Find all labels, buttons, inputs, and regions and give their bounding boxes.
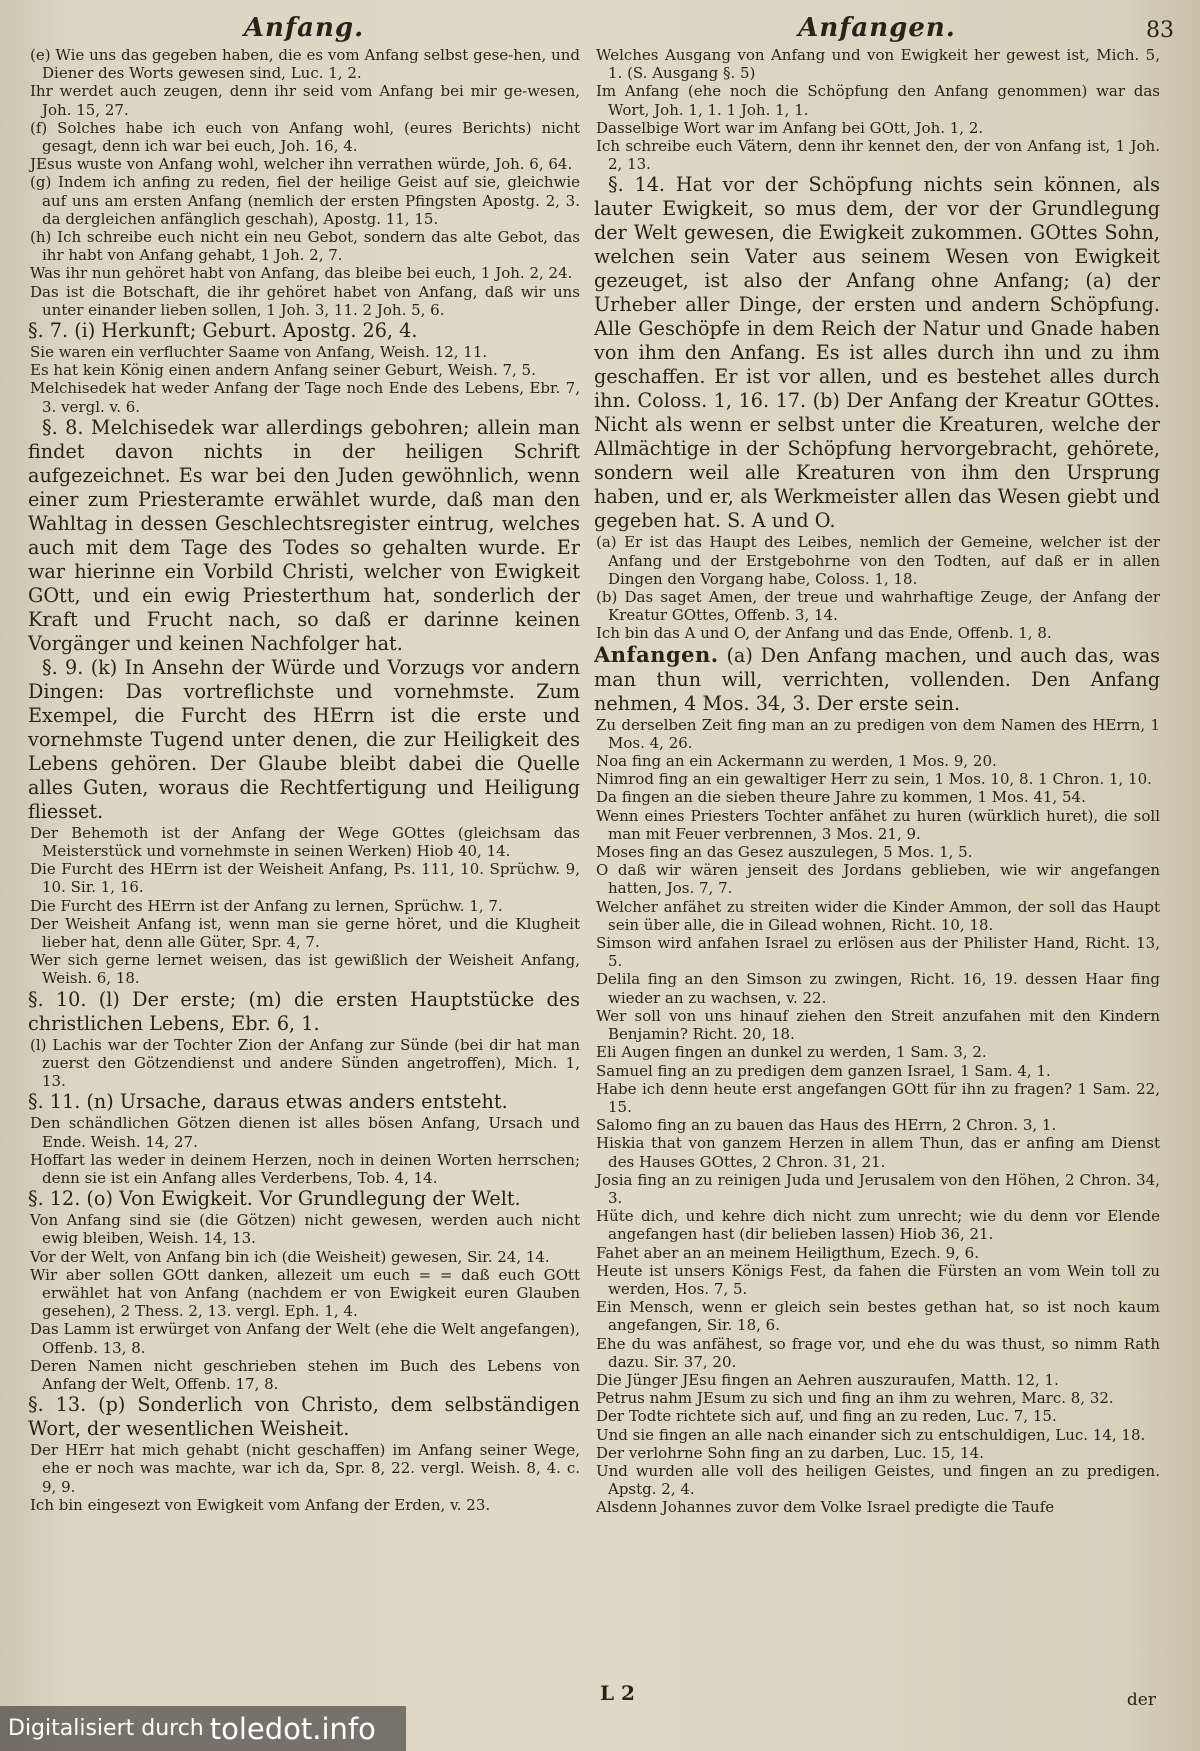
entry-text: Wer soll von uns hinauf ziehen den Streit anzufahen mit den Kindern Benjamin? Richt. 20, 18.: [596, 1006, 1160, 1044]
citation-entry: [28, 264, 580, 282]
entry-text: Wir aber sollen GOtt danken, allezeit um euch = = daß euch GOtt erwählet hat von Anfang (nachdem er von Ewigkeit euren Glauben gesehen), 2 Thess. 2, 13. vergl. Eph. 1, 4.: [30, 1265, 580, 1321]
entry-text: Der HErr hat mich gehabt (nicht geschaffen) im Anfang seiner Wege, ehe er noch was machte, war ich da, Spr. 8, 22. vergl. Weish. 8, 4. c. 9, 9.: [30, 1441, 580, 1496]
citation-entry: [28, 860, 580, 896]
entry-text: Der Weisheit Anfang ist, wenn man sie gerne höret, und die Klugheit lieber hat, denn alle Güter, Spr. 4, 7.: [30, 914, 580, 952]
section-heading: [28, 1090, 580, 1114]
citation-entry: [594, 82, 1160, 118]
citation-entry: [28, 1441, 580, 1496]
entry-text: (e) Wie uns das gegeben haben, die es vom Anfang selbst gese-hen, und Diener des Worts gewesen sind, Luc. 1, 2.: [30, 46, 580, 83]
entry-text: Simson wird anfahen Israel zu erlösen aus der Philister Hand, Richt. 13, 5.: [596, 934, 1160, 971]
citation-entry: [28, 951, 580, 987]
entry-text: §. 12. (o) Von Ewigkeit. Vor Grundlegung der Welt.: [28, 1187, 521, 1211]
entry-text: Die Jünger JEsu fingen an Aehren auszuraufen, Matth. 12, 1.: [596, 1370, 1059, 1389]
citation-entry: [594, 752, 1160, 770]
banner-label: Digitalisiert durch: [8, 1716, 204, 1741]
entry-text: Ein Mensch, wenn er gleich sein bestes gethan hat, so ist noch kaum angefangen, Sir. 18, 6.: [596, 1298, 1160, 1335]
citation-entry: [594, 770, 1160, 788]
catchword: der: [1126, 1690, 1156, 1710]
body-paragraph: [28, 656, 580, 824]
citation-entry: [28, 379, 580, 415]
citation-entry: [28, 119, 580, 155]
citation-entry: [594, 588, 1160, 624]
entry-text: Das ist die Botschaft, die ihr gehöret habet von Anfang, daß wir uns unter einander lieben sollen, 1 Joh. 3, 11. 2 Joh. 5, 6.: [30, 282, 580, 319]
entry-text: Und sie fingen an alle nach einander sich zu entschuldigen, Luc. 14, 18.: [596, 1425, 1146, 1444]
entry-text: Im Anfang (ehe noch die Schöpfung den Anfang genommen) war das Wort, Joh. 1, 1. 1 Joh. 1, 1.: [596, 82, 1160, 119]
entry-text: Ich bin das A und O, der Anfang und das Ende, Offenb. 1, 8.: [596, 624, 1052, 643]
citation-entry: [594, 1335, 1160, 1371]
entry-text: §. 13. (p) Sonderlich von Christo, dem selbständigen Wort, der wesentlichen Weisheit.: [28, 1393, 580, 1441]
entry-text: Moses fing an das Gesez auszulegen, 5 Mos. 1, 5.: [596, 843, 973, 862]
citation-entry: [594, 119, 1160, 137]
citation-entry: [28, 228, 580, 264]
entry-text: Melchisedek hat weder Anfang der Tage noch Ende des Lebens, Ebr. 7, 3. vergl. v. 6.: [30, 379, 580, 416]
right-column: [594, 10, 1160, 1710]
section-heading: [28, 319, 580, 343]
citation-entry: [594, 1262, 1160, 1298]
entry-text: §. 11. (n) Ursache, daraus etwas anders entsteht.: [28, 1090, 508, 1114]
body-paragraph: [28, 416, 580, 656]
entry-text: Das Lamm ist erwürget von Anfang der Welt (ehe die Welt angefangen), Offenb. 13, 8.: [30, 1320, 580, 1357]
entry-text: Hoffart las weder in deinem Herzen, noch in deinen Worten herrschen; denn sie ist ein Anfang alles Verderbens, Tob. 4, 14.: [30, 1150, 580, 1187]
citation-entry: [594, 861, 1160, 897]
entry-text: Fahet aber an an meinem Heiligthum, Ezech. 9, 6.: [596, 1243, 979, 1262]
citation-entry: [594, 807, 1160, 843]
entry-text: (b) Das saget Amen, der treue und wahrhaftige Zeuge, der Anfang der Kreatur GOttes, Offenb. 3, 14.: [596, 588, 1160, 625]
entry-text: Der Behemoth ist der Anfang der Wege GOttes (gleichsam das Meisterstück und vornehmste in seinen Werken) Hiob 40, 14.: [30, 823, 580, 861]
entry-text: Delila fing an den Simson zu zwingen, Richt. 16, 19. dessen Haar fing wieder an zu wachsen, v. 22.: [596, 970, 1160, 1007]
entry-text: Sie waren ein verfluchter Saame von Anfang, Weish. 12, 11.: [30, 343, 488, 362]
citation-entry: [594, 1134, 1160, 1170]
citation-entry: [28, 1114, 580, 1150]
entry-text: Petrus nahm JEsum zu sich und fing an ihm zu wehren, Marc. 8, 32.: [596, 1389, 1114, 1408]
citation-entry: [594, 970, 1160, 1006]
entry-text: (a) Er ist das Haupt des Leibes, nemlich der Gemeine, welcher ist der Anfang und der Erstgebohrne von den Todten, auf daß er in allen Dingen den Vorgang habe, Coloss. 1, 18.: [596, 533, 1160, 588]
citation-entry: [594, 46, 1160, 82]
entry-text: Dasselbige Wort war im Anfang bei GOtt, Joh. 1, 2.: [596, 118, 984, 137]
entry-text: Wenn eines Priesters Tochter anfähet zu huren (würklich huret), die soll man mit Feuer verbrennen, 3 Mos. 21, 9.: [596, 806, 1160, 843]
citation-entry: [594, 716, 1160, 752]
body-paragraph: [594, 173, 1160, 533]
entry-text: (f) Solches habe ich euch von Anfang wohl, (eures Berichts) nicht gesagt, denn ich war bei euch, Joh. 16, 4.: [30, 118, 580, 156]
entry-text: Von Anfang sind sie (die Götzen) nicht gewesen, werden auch nicht ewig bleiben, Weish. 14, 13.: [30, 1211, 580, 1248]
citation-entry: [594, 137, 1160, 173]
citation-entry: [28, 343, 580, 361]
entry-text: Hüte dich, und kehre dich nicht zum unrecht; wie du denn vor Elende angefangen hast (dir belieben lassen) Hiob 36, 21.: [596, 1207, 1160, 1244]
citation-entry: [594, 934, 1160, 970]
entry-text: Samuel fing an zu predigen dem ganzen Israel, 1 Sam. 4, 1.: [596, 1061, 1051, 1080]
entry-text: JEsus wuste von Anfang wohl, welcher ihn verrathen würde, Joh. 6, 64.: [30, 155, 573, 174]
entry-text: Hiskia that von ganzem Herzen in allem Thun, das er anfing am Dienst des Hauses GOttes, 2 Chron. 31, 21.: [596, 1134, 1160, 1171]
entry-text: (l) Lachis war der Tochter Zion der Anfang zur Sünde (bei dir hat man zuerst den Götzendienst und andere Sünden angetroffen), Mich. 1, 13.: [30, 1035, 580, 1091]
citation-entry: [594, 1462, 1160, 1498]
citation-entry: [594, 1171, 1160, 1207]
citation-entry: [28, 1320, 580, 1356]
entry-text: Heute ist unsers Königs Fest, da fahen die Fürsten an vom Wein toll zu werden, Hos. 7, 5.: [596, 1261, 1160, 1298]
citation-entry: [594, 624, 1160, 642]
citation-entry: [594, 1498, 1160, 1516]
citation-entry: [594, 1116, 1160, 1134]
section-heading: [594, 643, 1160, 716]
citation-entry: [594, 1080, 1160, 1116]
left-running-head: Anfang.: [243, 13, 365, 43]
entry-text: Welcher anfähet zu streiten wider die Kinder Ammon, der soll das Haupt sein über alle, die in Gilead wohnen, Richt. 10, 18.: [596, 897, 1160, 934]
entry-text: Was ihr nun gehöret habt von Anfang, das bleibe bei euch, 1 Joh. 2, 24.: [30, 264, 573, 283]
section-heading: [28, 988, 580, 1036]
entry-text: Es hat kein König einen andern Anfang seiner Geburt, Weish. 7, 5.: [30, 361, 536, 380]
citation-entry: [594, 1426, 1160, 1444]
citation-entry: [594, 898, 1160, 934]
signature-mark: L 2: [600, 1681, 635, 1705]
entry-text: Josia fing an zu reinigen Juda und Jerusalem von den Höhen, 2 Chron. 34, 3.: [596, 1170, 1160, 1207]
citation-entry: [594, 1371, 1160, 1389]
entry-text: Deren Namen nicht geschrieben stehen im Buch des Lebens von Anfang der Welt, Offenb. 17, 8.: [30, 1356, 580, 1393]
entry-text: Wer sich gerne lernet weisen, das ist gewißlich der Weisheit Anfang, Weish. 6, 18.: [30, 951, 580, 988]
citation-entry: [28, 1211, 580, 1247]
banner-site-link[interactable]: toledot.info: [209, 1711, 376, 1746]
entry-text: Ich bin eingesezt von Ewigkeit vom Anfang der Erden, v. 23.: [30, 1495, 491, 1514]
entry-text: O daß wir wären jenseit des Jordans geblieben, wie wir angefangen hatten, Jos. 7, 7.: [596, 861, 1160, 898]
entry-text: Und wurden alle voll des heiligen Geistes, und fingen an zu predigen. Apstg. 2, 4.: [596, 1461, 1160, 1499]
entry-text: Ehe du was anfähest, so frage vor, und ehe du was thust, so nimm Rath dazu. Sir. 37, 20.: [596, 1334, 1160, 1371]
entry-text: Welches Ausgang von Anfang und von Ewigkeit her gewest ist, Mich. 5, 1. (S. Ausgang §. 5): [596, 46, 1160, 83]
entry-text: Den schändlichen Götzen dienen ist alles bösen Anfang, Ursach und Ende. Weish. 14, 27.: [30, 1114, 580, 1151]
entry-text: Zu derselben Zeit fing man an zu predigen von dem Namen des HErrn, 1 Mos. 4, 26.: [596, 715, 1160, 752]
citation-entry: [594, 1298, 1160, 1334]
entry-text: §. 10. (l) Der erste; (m) die ersten Hauptstücke des christlichen Lebens, Ebr. 6, 1.: [28, 987, 580, 1035]
right-entries: [594, 46, 1160, 1517]
citation-entry: [594, 1207, 1160, 1243]
entry-text: Noa fing an ein Ackermann zu werden, 1 Mos. 9, 20.: [596, 752, 997, 771]
entry-text: Der verlohrne Sohn fing an zu darben, Luc. 15, 14.: [596, 1443, 984, 1462]
citation-entry: [594, 843, 1160, 861]
entry-text: Salomo fing an zu bauen das Haus des HErrn, 2 Chron. 3, 1.: [596, 1116, 1057, 1135]
entry-text: Die Furcht des HErrn ist der Weisheit Anfang, Ps. 111, 10. Sprüchw. 9, 10. Sir. 1, 16.: [30, 860, 580, 897]
citation-entry: [594, 1043, 1160, 1061]
citation-entry: [28, 915, 580, 951]
citation-entry: [28, 1248, 580, 1266]
section-heading: [28, 1187, 580, 1211]
section-heading: [28, 1393, 580, 1441]
entry-text: Alsdenn Johannes zuvor dem Volke Israel predigte die Taufe: [596, 1498, 1055, 1517]
entry-text: Habe ich denn heute erst angefangen GOtt für ihn zu fragen? 1 Sam. 22, 15.: [596, 1079, 1160, 1116]
citation-entry: [28, 1266, 580, 1321]
entry-text: §. 14. Hat vor der Schöpfung nichts sein können, als lauter Ewigkeit, so mus dem, der vor der Grundlegung der Welt gewesen, die Ewigkeit zukommen. GOttes Sohn, welchen sein Vater aus seinem Wesen von Ewigkeit gezeuget, ist also der Anfang ohne Anfang; (a) der Urheber aller Dinge, der ersten und andern Schöpfung. Alle Geschöpfe in dem Reich der Natur und Gnade haben von ihm den Anfang. Es ist alles durch ihn und zu ihm geschaffen. Er ist vor allen, und es bestehet alles durch ihn. Coloss. 1, 16. 17. (b) Der Anfang der Kreatur GOttes. Nicht als wenn er selbst unter die Kreaturen, welche der Allmächtige in der Schöpfung hervorgebracht, gehörete, sondern weil alle Kreaturen von ihm den Ursprung haben, und er, als Werkmeister allen das Wesen giebt und gegeben hat. S. A und O.: [594, 173, 1160, 533]
entry-text: (h) Ich schreibe euch nicht ein neu Gebot, sondern das alte Gebot, das ihr habt von Anfang gehabt, 1 Joh. 2, 7.: [30, 228, 580, 265]
entry-text: §. 7. (i) Herkunft; Geburt. Apostg. 26, 4.: [28, 319, 418, 343]
citation-entry: [28, 283, 580, 319]
citation-entry: [594, 533, 1160, 588]
citation-entry: [28, 46, 580, 82]
entry-text: Die Furcht des HErrn ist der Anfang zu lernen, Sprüchw. 1, 7.: [30, 896, 503, 915]
citation-entry: [594, 1007, 1160, 1043]
entry-text: Nimrod fing an ein gewaltiger Herr zu sein, 1 Mos. 10, 8. 1 Chron. 1, 10.: [596, 770, 1152, 789]
lemma-word: Anfangen.: [594, 641, 719, 667]
citation-entry: [594, 788, 1160, 806]
citation-entry: [28, 1357, 580, 1393]
left-column: [28, 10, 580, 1710]
entry-text: Ich schreibe euch Vätern, denn ihr kennet den, der von Anfang ist, 1 Joh. 2, 13.: [596, 137, 1160, 174]
citation-entry: [594, 1244, 1160, 1262]
citation-entry: [28, 361, 580, 379]
citation-entry: [28, 1036, 580, 1091]
entry-text: Vor der Welt, von Anfang bin ich (die Weisheit) gewesen, Sir. 24, 14.: [30, 1247, 550, 1266]
citation-entry: [28, 173, 580, 228]
citation-entry: [28, 1151, 580, 1187]
digitization-banner[interactable]: [0, 1706, 406, 1751]
citation-entry: [28, 82, 580, 118]
citation-entry: [28, 155, 580, 173]
citation-entry: [594, 1389, 1160, 1407]
citation-entry: [594, 1407, 1160, 1425]
entry-text: Ihr werdet auch zeugen, denn ihr seid vom Anfang bei mir ge-wesen, Joh. 15, 27.: [30, 82, 580, 119]
right-running-head: Anfangen.: [798, 13, 956, 43]
entry-text: Eli Augen fingen an dunkel zu werden, 1 Sam. 3, 2.: [596, 1043, 987, 1062]
citation-entry: [594, 1062, 1160, 1080]
entry-text: Der Todte richtete sich auf, und fing an zu reden, Luc. 7, 15.: [596, 1407, 1057, 1426]
left-entries: [28, 46, 580, 1514]
page-number: 83: [1146, 18, 1174, 43]
citation-entry: [594, 1444, 1160, 1462]
entry-text: (g) Indem ich anfing zu reden, fiel der heilige Geist auf sie, gleichwie auf uns am ersten Anfang (nemlich der ersten Pfingsten Apostg. 2, 3. da dergleichen anfänglich geschah), Apostg. 11, 15.: [30, 173, 580, 228]
citation-entry: [28, 897, 580, 915]
entry-text: §. 8. Melchisedek war allerdings gebohren; allein man findet davon nichts in der heiligen Schrift aufgezeichnet. Es war bei den Juden gewöhnlich, wenn einer zum Priesteramte erwählet wurde, daß man den Wahltag in dessen Geschlechtsregister eintrug, welches auch mit dem Tage des Todes so gehalten wurde. Er war hierinne ein Vorbild Christi, welcher von Ewigkeit GOtt, und ein ewig Priesterthum hat, sonderlich der Kraft und Frucht nach, so daß er darinne keinen Vorgänger und keinen Nachfolger hat.: [28, 415, 580, 655]
citation-entry: [28, 824, 580, 860]
entry-text: (a) Den Anfang machen, und auch das, was man thun will, verrichten, vollenden. Den Anfang nehmen, 4 Mos. 34, 3. Der erste sein.: [594, 643, 1160, 715]
entry-text: §. 9. (k) In Ansehn der Würde und Vorzugs vor andern Dingen: Das vortreflichste und vornehmste. Zum Exempel, die Furcht des HErrn ist die erste und vornehmste Tugend unter denen, die zur Heiligkeit des Lebens gehören. Der Glaube bleibt dabei die Quelle alles Guten, woraus die Rechtfertigung und Heiligung fliesset.: [28, 655, 580, 823]
entry-text: Da fingen an die sieben theure Jahre zu kommen, 1 Mos. 41, 54.: [596, 788, 1086, 807]
citation-entry: [28, 1496, 580, 1514]
